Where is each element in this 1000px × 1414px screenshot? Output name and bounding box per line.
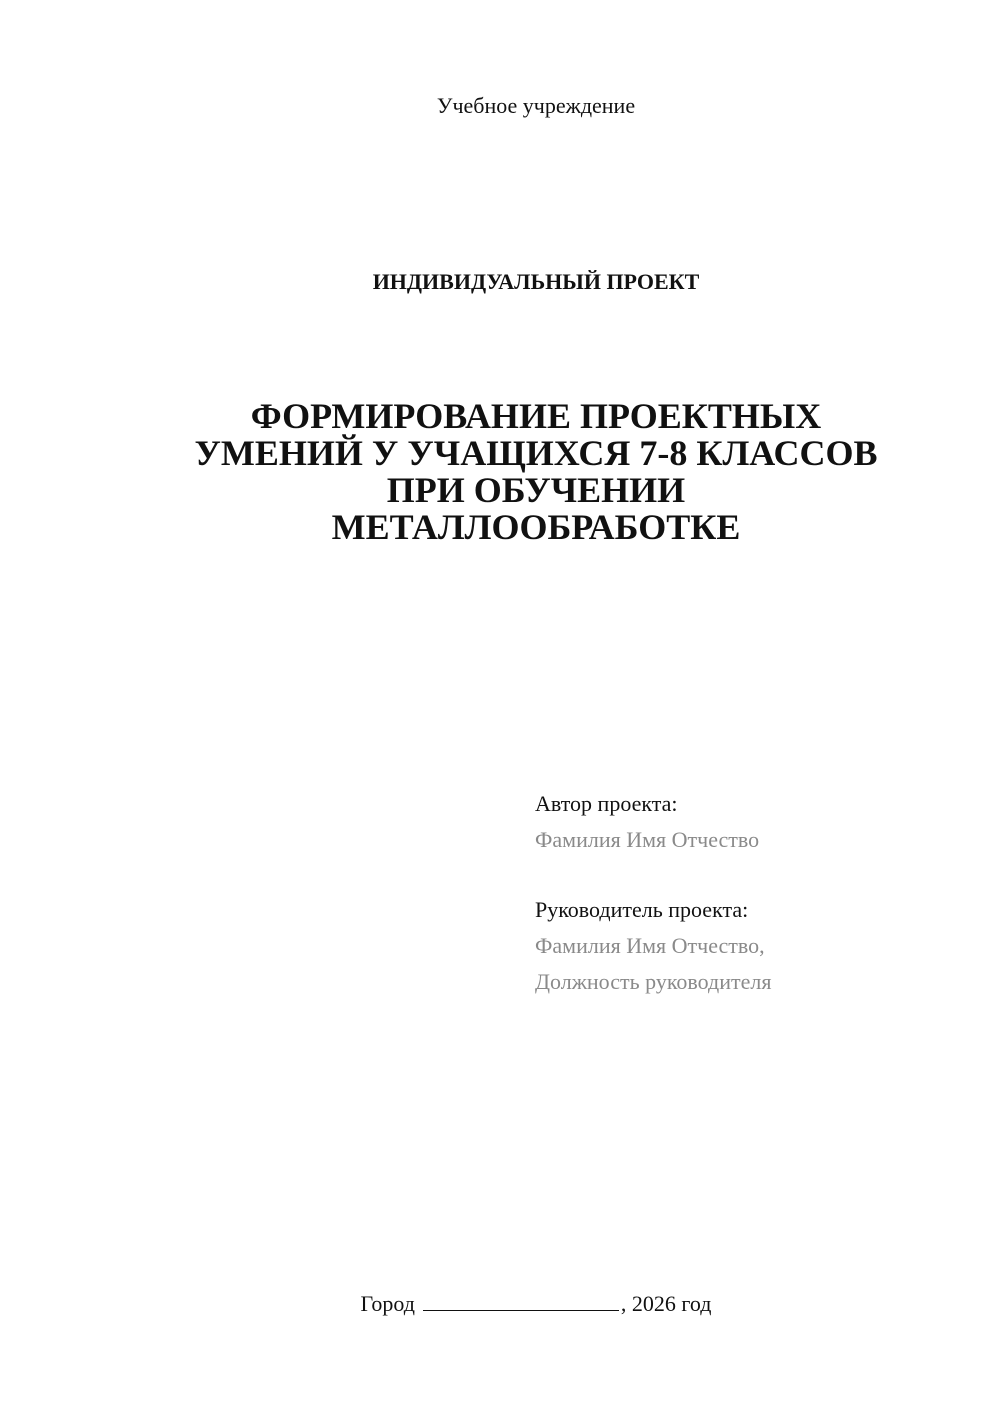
project-title-line: МЕТАЛЛООБРАБОТКЕ	[331, 507, 741, 547]
supervisor-label: Руководитель проекта:	[535, 897, 749, 922]
supervisor-name-placeholder: Фамилия Имя Отчество,	[535, 933, 765, 958]
project-title-line: ПРИ ОБУЧЕНИИ	[386, 470, 686, 510]
city-label: Город	[360, 1291, 415, 1316]
project-title	[120, 398, 952, 546]
project-title-line: УМЕНИЙ У УЧАЩИХСЯ 7-8 КЛАССОВ	[194, 433, 878, 473]
year-text: , 2026 год	[620, 1291, 712, 1316]
document-type: ИНДИВИДУАЛЬНЫЙ ПРОЕКТ	[372, 269, 700, 294]
author-name-placeholder: Фамилия Имя Отчество	[535, 827, 760, 852]
author-block	[535, 786, 759, 858]
project-title-line: ФОРМИРОВАНИЕ ПРОЕКТНЫХ	[250, 396, 822, 436]
city-year-line	[0, 1290, 1000, 1318]
city-blank-line	[423, 1290, 619, 1311]
supervisor-block	[535, 892, 771, 1000]
institution-name: Учебное учреждение	[436, 93, 636, 118]
author-label: Автор проекта:	[535, 791, 678, 816]
supervisor-position-placeholder: Должность руководителя	[535, 969, 772, 994]
